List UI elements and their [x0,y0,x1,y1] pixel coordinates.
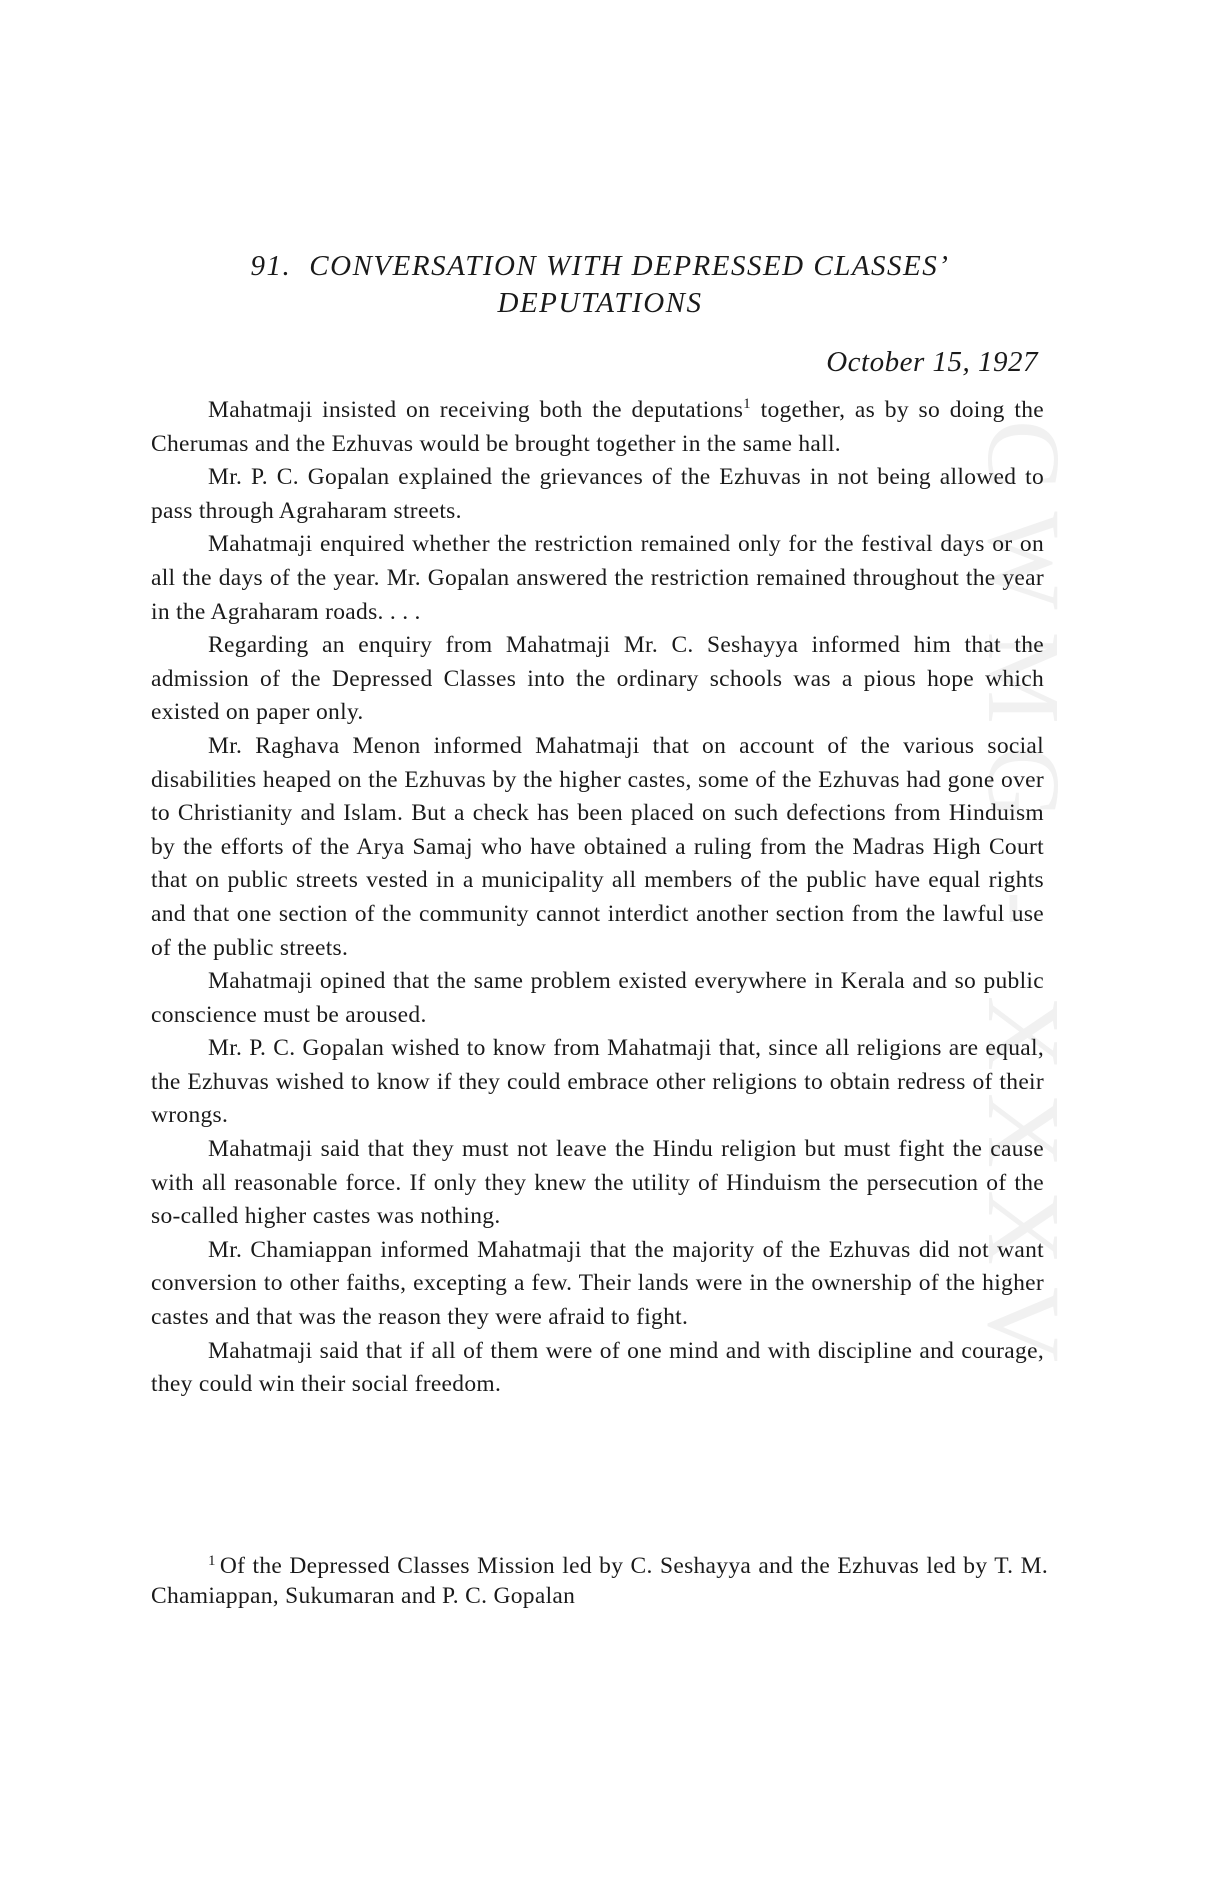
paragraph: Mahatmaji enquired whether the restriction remained only for the festival days or on all the days of the year. Mr. Gopalan answered the restriction remained throughout the year in the Agraharam roads. . . . [151,531,1044,625]
watermark: CWMG - XXXV [966,420,1081,1385]
paragraph: Mr. Raghava Menon informed Mahatmaji that on account of the various social disabilities heaped on the Ezhuvas by the higher castes, some of the Ezhuvas had gone over to Christianity and Islam. But a check has been placed on such defections from Hinduism by the efforts of the Arya Samaj who have obtained a ruling from the Madras High Court that on public streets vested in a municipality all members of the public have equal rights and that one section of the community cannot interdict another section from the lawful use of the public streets. [151,732,1044,961]
title-line-1 [150,248,1050,285]
paragraph-text: together, as by so doing the Cherumas and the Ezhuvas would be brought together in the same hall. [151,397,1044,457]
title-text-line-1: CONVERSATION WITH DEPRESSED CLASSES’ [309,250,950,282]
paragraph-text: Mahatmaji insisted on receiving both the deputations [208,397,744,423]
paragraph: Mahatmaji said that if all of them were of one mind and with discipline and courage, they could win their social freedom. [151,1337,1044,1398]
paragraph: Mahatmaji said that they must not leave the Hindu religion but must fight the cause with all reasonable force. If only they knew the utility of Hinduism the persecution of the so-called higher castes was nothing. [151,1136,1044,1230]
footnote-marker: 1 [208,1553,216,1569]
paragraph: Mr. P. C. Gopalan explained the grievances of the Ezhuvas in not being allowed to pass through Agraharam streets. [151,464,1044,524]
paragraph: Mr. Chamiappan informed Mahatmaji that the majority of the Ezhuvas did not want conversion to other faiths, excepting a few. Their lands were in the ownership of the higher castes and that was the reason they were afraid to fight. [151,1236,1044,1331]
paragraph [151,394,1044,461]
footnote [151,1551,1048,1611]
footnote-reference[interactable]: 1 [743,396,751,412]
article-number: 91. [250,250,292,282]
paragraph: Regarding an enquiry from Mahatmaji Mr. C. Seshayya informed him that the admission of the Depressed Classes into the ordinary schools was a pious hope which existed on paper only. [151,632,1044,726]
footnote-text: Of the Depressed Classes Mission led by C. Seshayya and the Ezhuvas led by T. M. Chamiappan, Sukumaran and P. C. Gopalan [151,1553,1048,1609]
title-line-2: DEPUTATIONS [497,287,703,319]
paragraph: Mr. P. C. Gopalan wished to know from Mahatmaji that, since all religions are equal, the Ezhuvas wished to know if they could embrace other religions to obtain redress of their wrongs. [151,1035,1044,1129]
dateline: October 15, 1927 [826,346,1038,378]
article-title [150,248,1050,322]
paragraph: Mahatmaji opined that the same problem existed everywhere in Kerala and so public conscience must be aroused. [151,968,1044,1028]
article-body [151,394,1044,1402]
